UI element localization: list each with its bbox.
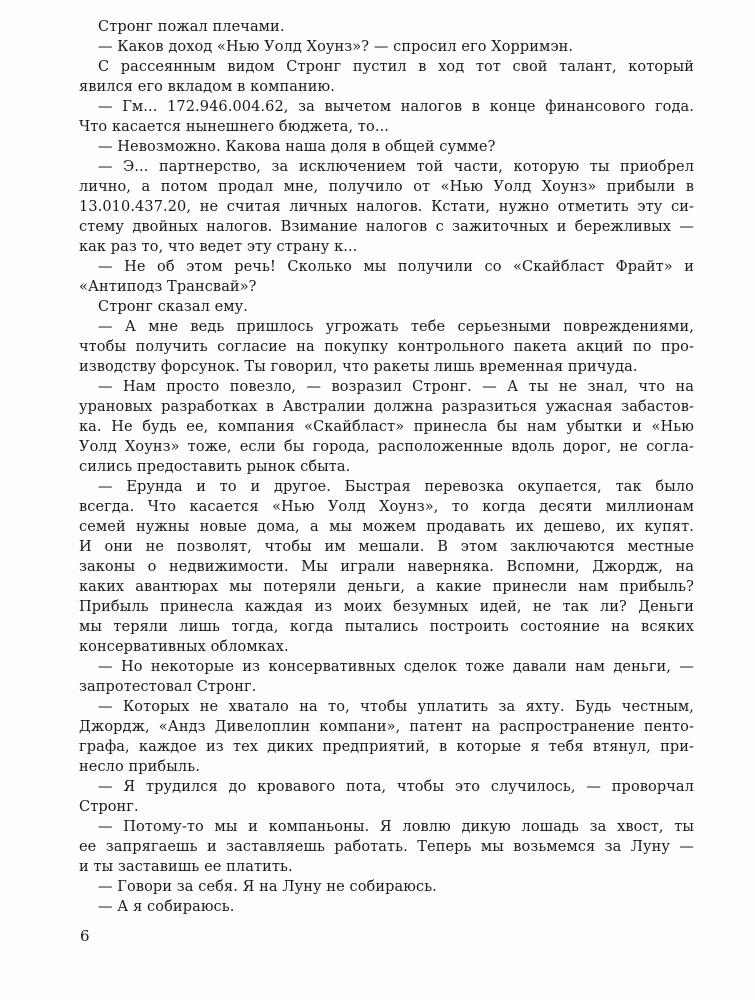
text-line: консервативных обломках. <box>79 639 289 655</box>
paragraph <box>79 817 694 877</box>
paragraph <box>79 157 694 257</box>
paragraph <box>79 297 694 317</box>
text-line: И они не позволят, чтобы им мешали. В этом заключаются местные <box>79 539 694 555</box>
text-line: Стронг. <box>79 799 139 815</box>
text-line: Уолд Хоунз» тоже, если бы города, расположенные вдоль дорог, не согла- <box>79 439 694 455</box>
paragraph <box>79 777 694 817</box>
text-line: законы о недвижимости. Мы играли наверняка. Вспомни, Джордж, на <box>79 559 694 575</box>
text-line: — Гм... 172.946.004.62, за вычетом налогов в конце финансового года. <box>98 99 694 115</box>
paragraph <box>79 57 694 97</box>
text-line: — Ерунда и то и другое. Быстрая перевозка окупается, так было <box>98 479 694 495</box>
text-line: стему двойных налогов. Взимание налогов с зажиточных и бережливых — <box>79 219 694 235</box>
text-line: — Не об этом речь! Сколько мы получили со «Скайбласт Фрайт» и <box>98 259 694 275</box>
text-line: — Но некоторые из консервативных сделок тоже давали нам деньги, — <box>98 659 694 675</box>
paragraph <box>79 877 694 897</box>
text-line: — Каков доход «Нью Уолд Хоунз»? — спросил его Хорримэн. <box>98 39 574 55</box>
text-line: — Невозможно. Какова наша доля в общей сумме? <box>98 139 496 155</box>
text-line: ее запрягаешь и заставляешь работать. Теперь мы возьмемся за Луну — <box>79 839 694 855</box>
paragraph <box>79 697 694 777</box>
text-line: — А я собираюсь. <box>98 899 235 915</box>
text-line: несло прибыль. <box>79 759 200 775</box>
text-line: — Э... партнерство, за исключением той части, которую ты приобрел <box>98 159 694 175</box>
page-number: 6 <box>80 927 90 945</box>
text-line: — Которых не хватало на то, чтобы уплатить за яхту. Будь честным, <box>98 699 694 715</box>
text-line: 13.010.437.20, не считая личных налогов. Кстати, нужно отметить эту си- <box>79 199 694 215</box>
text-line: — Я трудился до кровавого пота, чтобы это случилось, — проворчал <box>98 779 694 795</box>
text-line: ка. Не будь ее, компания «Скайбласт» принесла бы нам убытки и «Нью <box>79 419 694 435</box>
text-line: сились предоставить рынок сбыта. <box>79 459 351 475</box>
text-line: как раз то, что ведет эту страну к... <box>79 239 358 255</box>
paragraph <box>79 37 694 57</box>
paragraph <box>79 97 694 137</box>
text-line: лично, а потом продал мне, получило от «Нью Уолд Хоунз» прибыли в <box>79 179 694 195</box>
text-line: каких авантюрах мы потеряли деньги, а какие принесли нам прибыль? <box>79 579 694 595</box>
text-line: запротестовал Стронг. <box>79 679 257 695</box>
text-line: явился его вкладом в компанию. <box>79 79 335 95</box>
text-line: урановых разработках в Австралии должна разразиться ужасная забастов- <box>79 399 694 415</box>
paragraph <box>79 137 694 157</box>
text-line: — Нам просто повезло, — возразил Стронг. — А ты не знал, что на <box>98 379 694 395</box>
text-line: изводству форсунок. Ты говорил, что ракеты лишь временная причуда. <box>79 359 638 375</box>
text-line: Стронг сказал ему. <box>98 299 249 315</box>
paragraph <box>79 377 694 477</box>
text-line: графа, каждое из тех диких предприятий, в которые я тебя втянул, при- <box>79 739 694 755</box>
text-line: и ты заставишь ее платить. <box>79 859 293 875</box>
paragraph <box>79 257 694 297</box>
text-line: С рассеянным видом Стронг пустил в ход тот свой талант, который <box>98 59 694 75</box>
text-line: Что касается нынешнего бюджета, то... <box>79 119 389 135</box>
text-line: «Антиподз Трансвай»? <box>79 279 257 295</box>
text-line: — Потому-то мы и компаньоны. Я ловлю дикую лошадь за хвост, ты <box>98 819 694 835</box>
text-line: чтобы получить согласие на покупку контрольного пакета акций по про- <box>79 339 694 355</box>
paragraph <box>79 897 694 917</box>
paragraph <box>79 657 694 697</box>
text-line: — А мне ведь пришлось угрожать тебе серьезными повреждениями, <box>98 319 694 335</box>
text-line: Стронг пожал плечами. <box>98 19 285 35</box>
text-line: семей нужны новые дома, а мы можем продавать их дешево, их купят. <box>79 519 694 535</box>
text-line: всегда. Что касается «Нью Уолд Хоунз», то когда десяти миллионам <box>79 499 694 515</box>
text-line: мы теряли лишь тогда, когда пытались построить состояние на всяких <box>79 619 694 635</box>
paragraph <box>79 477 694 657</box>
text-line: Джордж, «Андз Дивелоплин компани», патент на распространение пенто- <box>79 719 694 735</box>
paragraph <box>79 17 694 37</box>
paragraph <box>79 317 694 377</box>
text-block <box>79 17 694 917</box>
text-line: — Говори за себя. Я на Луну не собираюсь. <box>98 879 437 895</box>
text-line: Прибыль принесла каждая из моих безумных идей, не так ли? Деньги <box>79 599 694 615</box>
